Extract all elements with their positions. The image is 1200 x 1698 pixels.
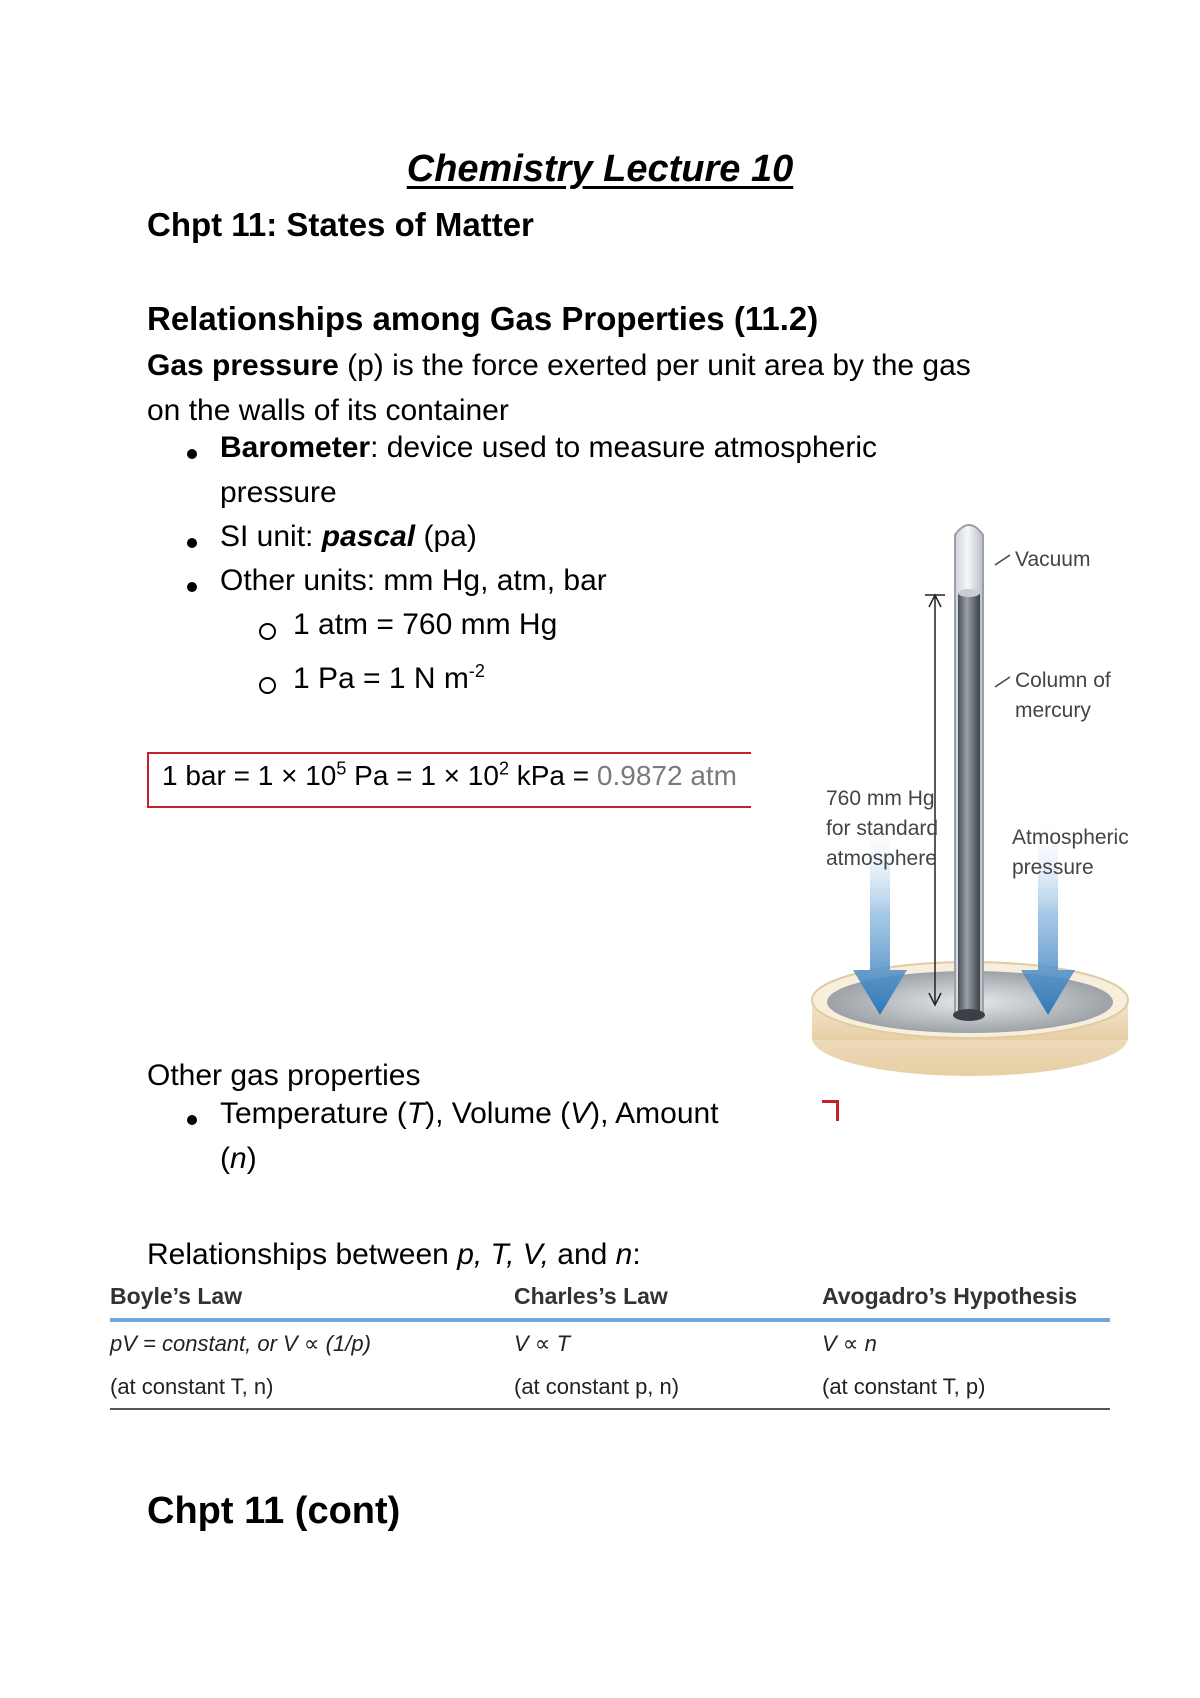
page-title: Chemistry Lecture 10 [406, 148, 794, 190]
barometer-term: Barometer [220, 431, 371, 464]
chapter-cont-heading: Chpt 11 (cont) [147, 1490, 401, 1532]
definition-text: (p) is the force exerted per unit area by the gas [338, 349, 971, 382]
relationships-var-n: n [615, 1238, 633, 1271]
conversion-exponent: 5 [336, 758, 347, 779]
relationships-line [147, 1232, 641, 1277]
sub-bullet-pa [293, 662, 485, 696]
conversion-part: Pa = 1 × 10 [346, 760, 499, 791]
props-var-n: n [230, 1142, 247, 1175]
label-vacuum: Vacuum [1015, 548, 1091, 571]
label-column-line2: mercury [1015, 699, 1091, 722]
bullet-other-units: Other units: mm Hg, atm, bar [220, 564, 607, 597]
relationships-vars: p, T, V, [457, 1238, 549, 1271]
conversion-part: kPa = [508, 760, 597, 791]
bullet-icon [187, 449, 197, 459]
leader-line [995, 677, 1010, 687]
bullet-props-line2 [220, 1142, 257, 1176]
barometer-text: : device used to measure atmospheric [370, 431, 877, 464]
pa-exponent: -2 [468, 661, 485, 681]
tube-base [953, 1009, 985, 1021]
si-term: pascal [321, 520, 416, 553]
bullet-props-line1 [220, 1097, 719, 1131]
table-header-rule [110, 1318, 1110, 1322]
other-props-heading: Other gas properties [147, 1059, 421, 1092]
conversion-text [162, 760, 737, 792]
mercury-meniscus [958, 589, 980, 597]
conversion-exponent: 2 [498, 758, 509, 779]
bullet-barometer [220, 431, 877, 465]
definition-line1 [147, 343, 971, 388]
leader-line [995, 555, 1010, 565]
relationships-text: and [548, 1238, 616, 1271]
table-cell-charles-condition: (at constant p, n) [514, 1374, 680, 1399]
label-atm-line1: Atmospheric [1012, 826, 1129, 849]
table-header-avogadro: Avogadro’s Hypothesis [822, 1283, 1078, 1309]
pa-text: 1 Pa = 1 N m [293, 662, 469, 695]
table-cell-boyle-condition: (at constant T, n) [110, 1374, 274, 1399]
label-height-line2: for standard [826, 817, 939, 840]
props-text: ), Amount [590, 1097, 719, 1130]
table-cell-charles-formula: V ∝ T [514, 1331, 571, 1356]
bullet-si-unit [220, 520, 477, 554]
label-atm-line2: pressure [1012, 856, 1094, 879]
props-text: ), Volume ( [425, 1097, 571, 1130]
table-cell-avogadro-condition: (at constant T, p) [822, 1374, 986, 1399]
table-header-boyle: Boyle’s Law [110, 1283, 243, 1309]
conversion-atm: 0.9872 atm [596, 760, 738, 791]
props-text: ) [246, 1142, 257, 1175]
definition-term: Gas pressure [147, 349, 339, 382]
relationships-text: : [632, 1238, 641, 1271]
label-height-line3: atmosphere [826, 847, 937, 870]
sub-bullet-icon [259, 677, 276, 694]
si-prefix: SI unit: [220, 520, 322, 553]
table-bottom-rule [110, 1408, 1110, 1410]
red-corner-mark [822, 1100, 839, 1121]
bullet-icon [187, 538, 197, 548]
conversion-part: 1 bar = 1 × 10 [162, 760, 337, 791]
props-text: Temperature ( [220, 1097, 407, 1130]
bullet-barometer-line2: pressure [220, 476, 337, 509]
bullet-icon [187, 582, 197, 592]
si-suffix: (pa) [415, 520, 477, 553]
relationships-text: Relationships between [147, 1238, 458, 1271]
props-var-V: V [570, 1097, 591, 1130]
mercury-column [958, 593, 980, 1013]
section-heading: Relationships among Gas Properties (11.2) [147, 300, 819, 337]
table-cell-boyle-formula: pV = constant, or V ∝ (1/p) [110, 1331, 371, 1356]
table-cell-avogadro-formula: V ∝ n [822, 1331, 877, 1356]
definition-line2: on the walls of its container [147, 394, 509, 427]
chapter-heading: Chpt 11: States of Matter [147, 206, 534, 243]
props-var-T: T [406, 1097, 426, 1130]
bullet-icon [187, 1115, 197, 1125]
sub-bullet-atm: 1 atm = 760 mm Hg [293, 608, 558, 641]
sub-bullet-icon [259, 623, 276, 640]
table-header-charles: Charles’s Law [514, 1283, 668, 1309]
label-column-line1: Column of [1015, 669, 1111, 692]
label-height-line1: 760 mm Hg [826, 787, 935, 810]
props-text: ( [220, 1142, 230, 1175]
